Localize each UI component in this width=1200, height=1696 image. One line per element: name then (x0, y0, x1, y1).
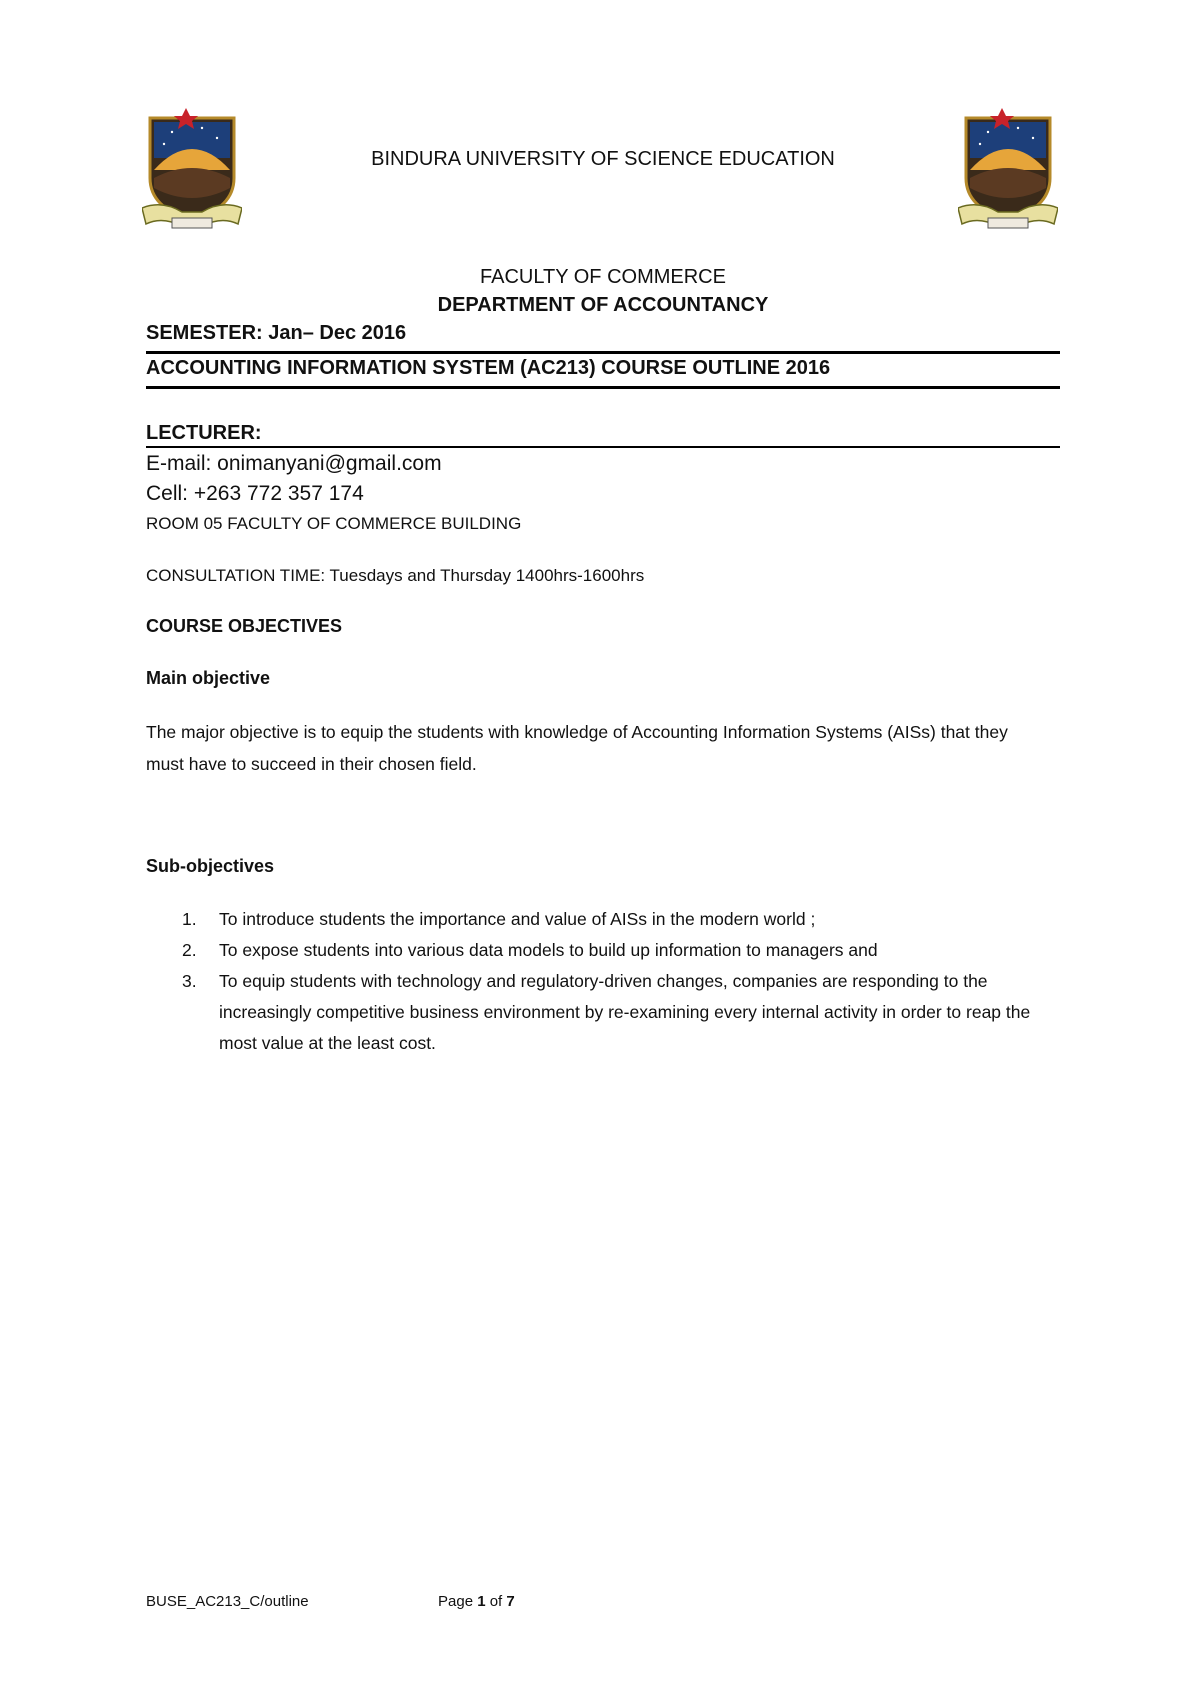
department-name: DEPARTMENT OF ACCOUNTANCY (437, 294, 769, 316)
page-prefix: Page (438, 1593, 478, 1610)
footer-doc-code: BUSE_AC213_C/outline (146, 1593, 309, 1610)
course-title: ACCOUNTING INFORMATION SYSTEM (AC213) COURSE OUTLINE 2016 (146, 357, 831, 379)
divider (146, 446, 1060, 448)
semester-line: SEMESTER: Jan– Dec 2016 (146, 322, 407, 344)
list-item-text: To expose students into various data models to build up information to managers and (219, 940, 878, 960)
divider (146, 386, 1060, 389)
consultation-time: CONSULTATION TIME: Tuesdays and Thursday 1400hrs-1600hrs (146, 566, 645, 585)
course-objectives-heading: COURSE OBJECTIVES (146, 616, 343, 636)
list-item-text: To introduce students the importance and value of AISs in the modern world ; (219, 909, 816, 929)
list-item-number: 1. (182, 909, 197, 929)
list-item-number: 2. (182, 940, 197, 960)
list-item (146, 966, 1046, 1059)
divider (146, 351, 1060, 354)
main-objective-text: The major objective is to equip the students with knowledge of Accounting Information Systems (AISs) that they must have to succeed in their chosen field. (146, 722, 1008, 774)
lecturer-room: ROOM 05 FACULTY OF COMMERCE BUILDING (146, 514, 522, 533)
main-objective-heading: Main objective (146, 668, 271, 688)
sub-objectives-heading: Sub-objectives (146, 856, 275, 876)
list-item-text: To equip students with technology and regulatory-driven changes, companies are responding to the increasingly competitive business environment by re-examining every internal activity in order to reap the most value at the least cost. (219, 971, 1031, 1053)
page-current: 1 (477, 1593, 486, 1610)
lecturer-label: LECTURER: (146, 422, 262, 444)
page-middle: of (485, 1593, 507, 1610)
list-item (146, 904, 1046, 935)
university-name: BINDURA UNIVERSITY OF SCIENCE EDUCATION (371, 148, 835, 170)
sub-objectives-list (146, 904, 1046, 1059)
list-item-number: 3. (182, 971, 197, 991)
list-item (146, 935, 1046, 966)
footer-page-number (438, 1593, 515, 1610)
lecturer-email: E-mail: onimanyani@gmail.com (146, 452, 442, 475)
faculty-name: FACULTY OF COMMERCE (480, 266, 726, 288)
page-total: 7 (506, 1593, 515, 1610)
lecturer-cell: Cell: +263 772 357 174 (146, 482, 364, 505)
